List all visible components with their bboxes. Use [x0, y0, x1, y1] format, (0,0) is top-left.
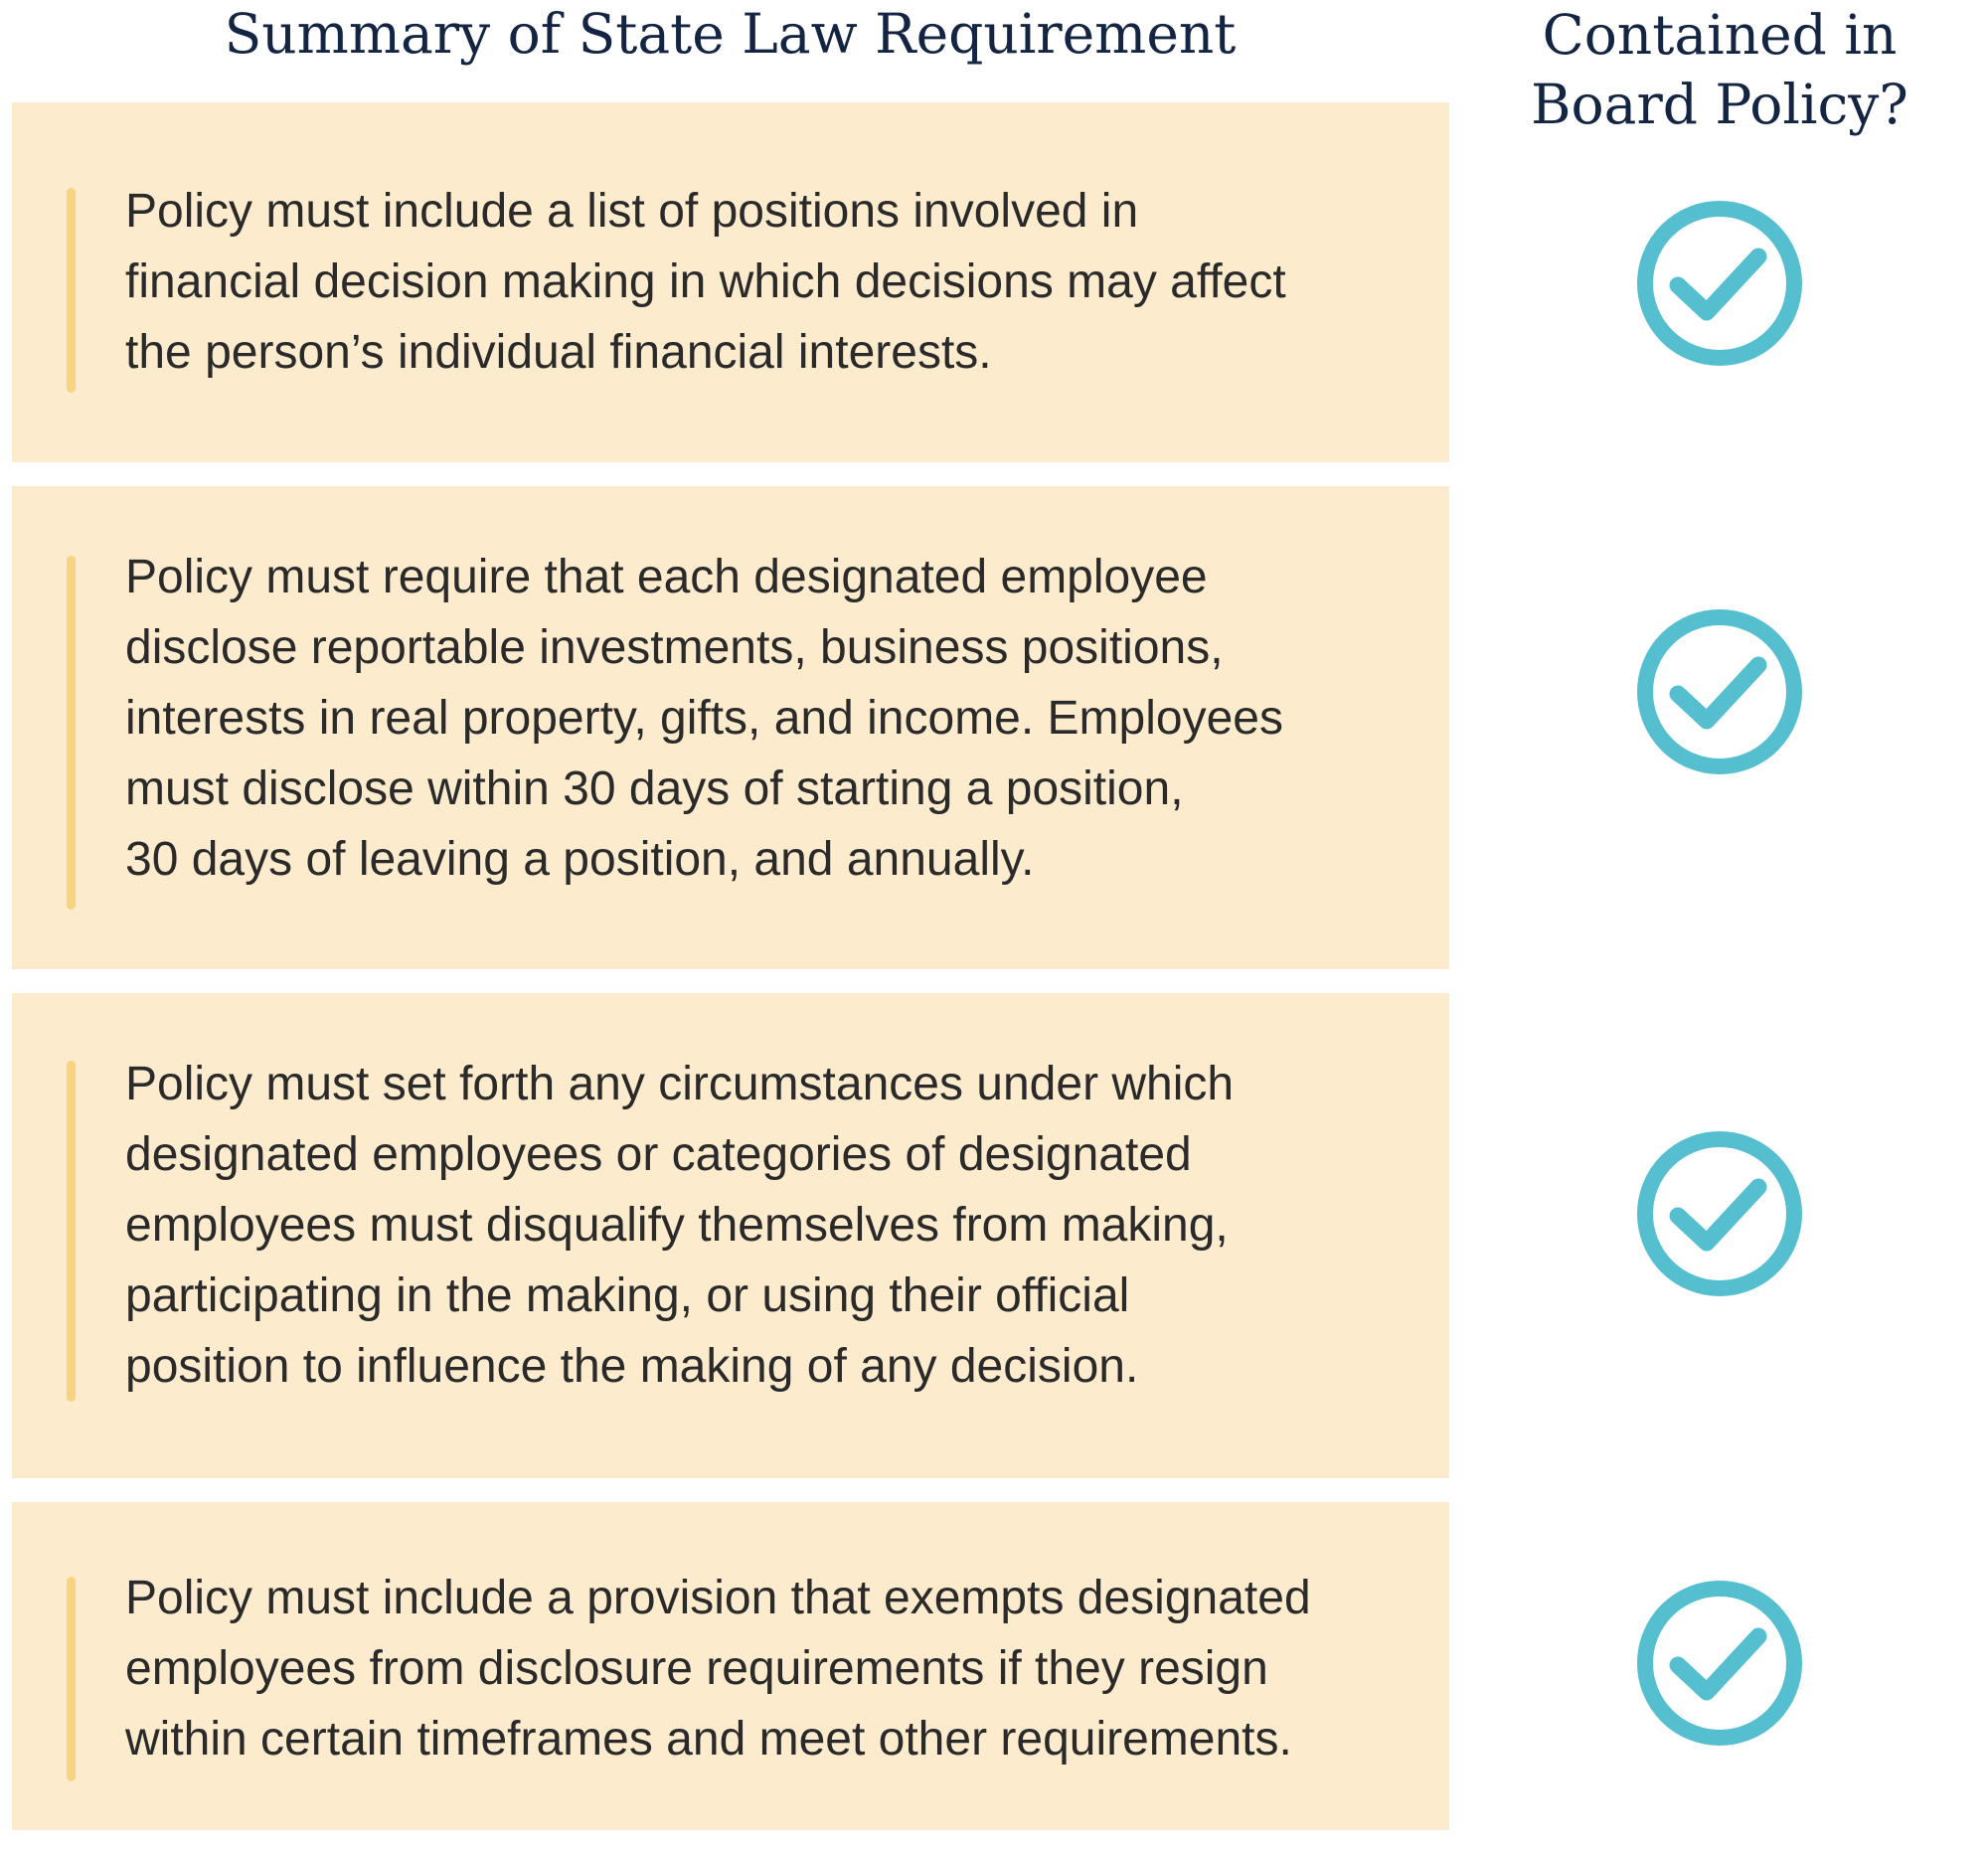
requirement-column-header: Summary of State Law Requirement	[224, 2, 1237, 66]
contained-column-header: Contained in Board Policy?	[1531, 3, 1908, 136]
check-circle-icon	[1635, 1579, 1804, 1748]
check-circle-icon	[1635, 1129, 1804, 1298]
requirement-text: Policy must require that each designated employee disclose reportable investments, business positions, interests in real property, gifts, and income. Employees must disclose within 30 days of starting a position, 30 days of leaving a position, and annually.	[125, 551, 1283, 886]
check-circle-icon	[1635, 199, 1804, 368]
accent-bar	[67, 556, 76, 910]
requirement-text: Policy must set forth any circumstances under which designated employees or categories of designated employees must disqualify themselves from making, participating in the making, or using their official position to influence the making of any decision.	[125, 1058, 1235, 1393]
requirement-row-2	[12, 486, 1449, 969]
accent-bar	[67, 1577, 76, 1781]
accent-bar	[67, 1061, 76, 1402]
accent-bar	[67, 188, 76, 393]
requirement-row-4	[12, 1502, 1449, 1830]
requirement-row-1	[12, 102, 1449, 462]
requirement-text: Policy must include a list of positions involved in financial decision making in which decisions may affect the person’s individual financial interests.	[125, 185, 1286, 379]
requirement-text: Policy must include a provision that exempts designated employees from disclosure requirements if they resign within certain timeframes and meet other requirements.	[125, 1572, 1311, 1766]
requirement-row-3	[12, 993, 1449, 1478]
check-circle-icon	[1635, 607, 1804, 776]
